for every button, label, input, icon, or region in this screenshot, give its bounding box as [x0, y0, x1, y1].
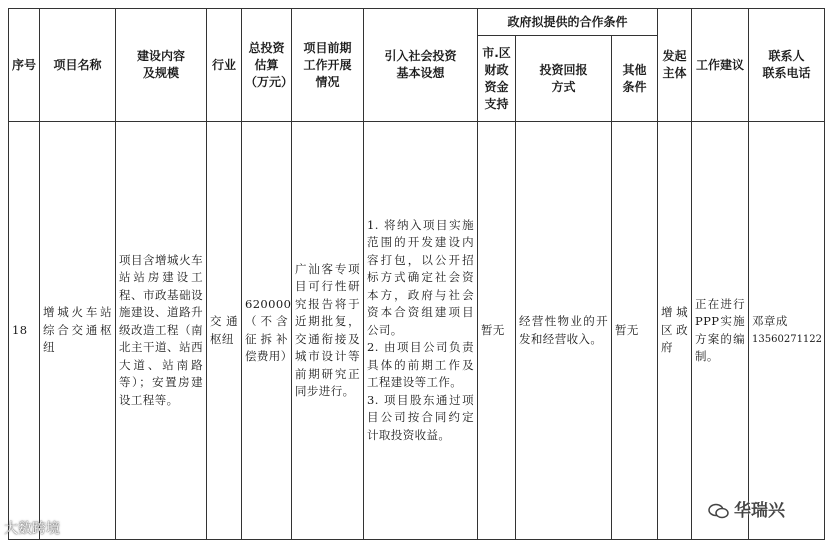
header-gov-fund: 市.区 财政 资金 支持 — [478, 36, 516, 122]
contact-name: 邓章成 — [752, 314, 788, 328]
cell-investment: 620000 （不含征拆补偿费用） — [242, 122, 292, 540]
cell-project-name: 增城火车站综合交通枢纽 — [40, 122, 116, 540]
header-advice: 工作建议 — [692, 9, 749, 122]
watermark-left-text: 大数跨境 — [4, 521, 60, 537]
header-gov-conditions: 政府拟提供的合作条件 — [478, 9, 658, 36]
cell-social-investment: 1. 将纳入项目实施范围的开发建设内容打包，以公开招标方式确定社会资本方，政府与社会资本合资组建项目公司。 2. 由项目公司负责具体的前期工作及工程建设等工作。 3. 项目股东通过项目公司按合同约定计取投资收益。 — [364, 122, 478, 540]
header-industry: 行业 — [207, 9, 242, 122]
cell-content: 项目含增城火车站站房建设工程、市政基础设施建设、道路升级改造工程（南北主干道、站西大道、站南路等）；安置房建设工程等。 — [116, 122, 207, 540]
cell-contact — [749, 122, 825, 540]
cell-sponsor: 增城区政府 — [658, 122, 692, 540]
cell-industry: 交通枢纽 — [207, 122, 242, 540]
cell-seq: 18 — [9, 122, 40, 540]
header-content: 建设内容 及规模 — [116, 9, 207, 122]
header-seq: 序号 — [9, 9, 40, 122]
watermark-right — [708, 496, 785, 521]
header-prework: 项目前期 工作开展 情况 — [292, 9, 364, 122]
wechat-icon — [708, 502, 730, 520]
header-gov-other: 其他 条件 — [612, 36, 658, 122]
header-gov-return: 投资回报 方式 — [516, 36, 612, 122]
table-row — [9, 122, 825, 540]
contact-phone: 13560271122 — [752, 333, 823, 345]
watermark-right-text: 华瑞兴 — [734, 501, 785, 521]
header-contact: 联系人 联系电话 — [749, 9, 825, 122]
header-project-name: 项目名称 — [40, 9, 116, 122]
header-social-investment: 引入社会投资 基本设想 — [364, 9, 478, 122]
cell-prework: 广汕客专项目可行性研究报告将于近期批复，交通衔接及城市设计等前期研究正同步进行。 — [292, 122, 364, 540]
header-investment: 总投资 估算 （万元） — [242, 9, 292, 122]
watermark-left — [4, 518, 60, 538]
cell-gov-return: 经营性物业的开发和经营收入。 — [516, 122, 612, 540]
cell-gov-other: 暂无 — [612, 122, 658, 540]
cell-advice: 正在进行PPP实施方案的编制。 — [692, 122, 749, 540]
cell-gov-fund: 暂无 — [478, 122, 516, 540]
project-table — [8, 8, 825, 540]
header-sponsor: 发起 主体 — [658, 9, 692, 122]
